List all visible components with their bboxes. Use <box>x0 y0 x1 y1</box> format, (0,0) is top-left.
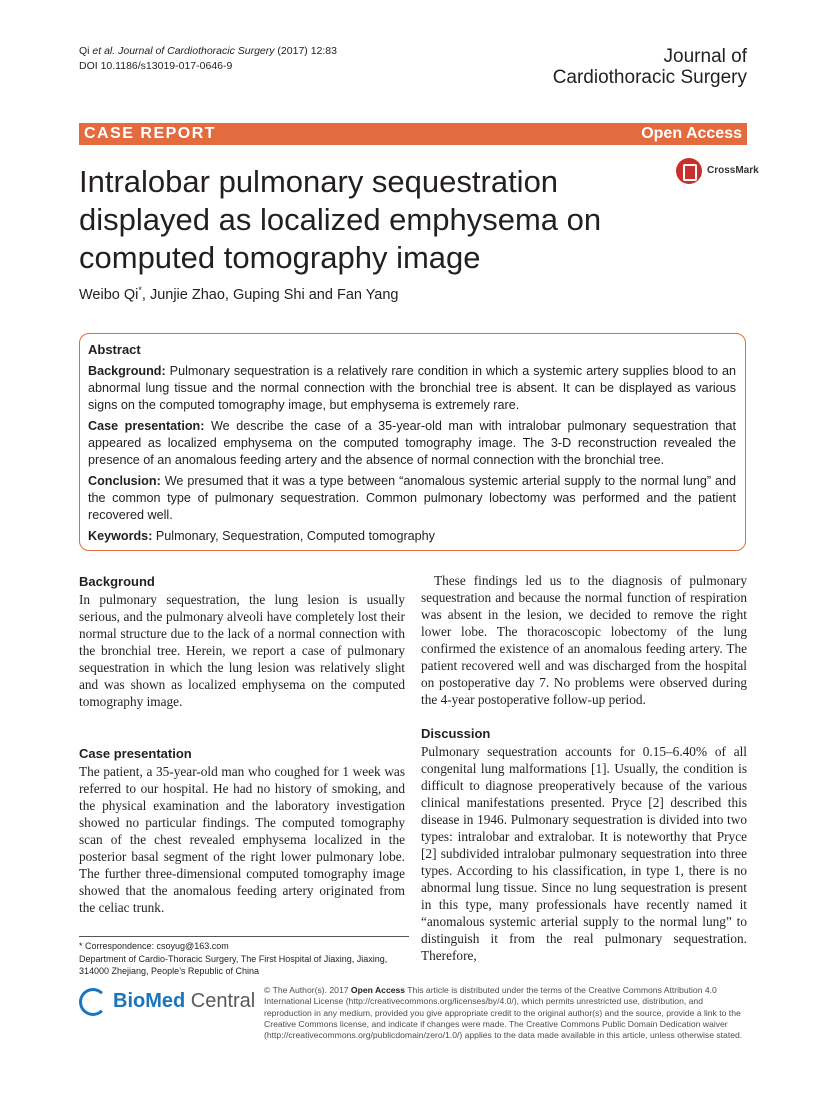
crossmark-badge[interactable] <box>676 158 759 186</box>
correspondence-footnote <box>79 936 409 978</box>
doi[interactable]: DOI 10.1186/s13019-017-0646-9 <box>79 60 233 72</box>
abstract-heading: Abstract <box>88 342 141 357</box>
author-list <box>79 285 399 303</box>
license-statement: © The Author(s). 2017 Open Access This article is distributed under the terms of the Creative Commons Attribution 4.0 International License (http://creativecommons.org/licenses/by/4.0/), which permits unrestricted use, distribution, and reproduction in any medium, provided you give appropriate credit to the original author(s) and the source, provide a link to the Creative Commons license, and indicate if changes were made. The Creative Commons Public Domain Dedication waiver (http://creativecommons.org/publicdomain/zero/1.0/) applies to the data made available in this article, unless otherwise stated. <box>264 985 743 1041</box>
abstract-background: Background: Pulmonary sequestration is a relatively rare condition in which a systemic artery supplies blood to an abnormal lung tissue and the normal connection with the bronchial tree is absent. It can be displayed as various signs on the computed tomography image, but emphysema is extremely rare. <box>88 364 736 412</box>
discussion-paragraph: Pulmonary sequestration accounts for 0.15–6.40% of all congenital lung malformations [1]. Usually, the condition is difficult to diagnose preoperatively because of the various clinical manifestations presented. Pryce [2] described this disease in 1946. Pulmonary sequestration is divided into two types: intralobar and extralobar. It is noteworthy that Pryce [2] subdivided intralobar pulmonary sequestration into three types. According to his classification, in type 1, there is no abnormal lung tissue. Since no lung sequestration is present in this type, many professionals have recently named it “anomalous systemic arterial supply to the normal lung” to distinguish it from the real pulmonary sequestration. Therefore, <box>421 744 747 963</box>
correspondence-email[interactable]: * Correspondence: csoyug@163.com <box>79 941 229 951</box>
journal-name-line2: Cardiothoracic Surgery <box>552 67 747 88</box>
citation-header <box>79 44 337 74</box>
biomed-central-logo <box>79 986 259 1020</box>
journal-logo <box>553 46 747 88</box>
case-heading: Case presentation <box>79 746 192 761</box>
abstract-conclusion: Conclusion: We presumed that it was a type between “anomalous systemic arterial supply to the normal lung” and the common type of pulmonary sequestration. Common pulmonary lobectomy was performed and the patient recovered well. <box>88 474 736 522</box>
bmc-central: Central <box>185 990 256 1012</box>
discussion-heading: Discussion <box>421 726 491 741</box>
case-report-label: CASE REPORT <box>84 125 217 142</box>
crossmark-label: CrossMark <box>707 165 759 176</box>
affiliation: Department of Cardio-Thoracic Surgery, The First Hospital of Jiaxing, Jiaxing, 314000 Zhejiang, People’s Republic of China <box>79 953 388 976</box>
citation-volume: (2017) 12:83 <box>274 45 337 57</box>
bmc-circle-icon <box>79 988 107 1016</box>
right-column <box>421 572 747 964</box>
open-access-label: Open Access <box>641 125 742 142</box>
citation-journal: et al. Journal of Cardiothoracic Surgery <box>92 45 275 57</box>
author-first: Weibo Qi <box>79 286 139 303</box>
case-paragraph: The patient, a 35-year-old man who coughed for 1 week was referred to our hospital. He had no history of smoking, and the physical examination and the laboratory investigation showed no particular findings. The computed tomography scan of the chest revealed emphysema localized in the posterior basal segment of the right lower pulmonary lobe. The further three-dimensional computed tomography image showed that the anomalous feeding artery originated from the celiac trunk. <box>79 764 405 915</box>
background-paragraph: In pulmonary sequestration, the lung lesion is usually serious, and the pulmonary alveoli have completely lost their normal structure due to the lack of a normal connection with the bronchial tree. Herein, we report a case of pulmonary sequestration in which the lung lesion was relatively slight and was shown as localized emphysema on the computed tomography image. <box>79 592 405 709</box>
abstract-case: Case presentation: We describe the case of a 35-year-old man with intralobar pulmonary sequestration that appeared as localized emphysema on the computed tomography image. The 3-D reconstruction revealed the presence of an anomalous feeding artery and the absence of normal connection with the bronchial tree. <box>88 419 737 467</box>
citation-authors: Qi <box>79 45 93 57</box>
abstract-box <box>79 333 746 551</box>
journal-name-line1: Journal of <box>663 46 747 67</box>
abstract-keywords: Keywords: Pulmonary, Sequestration, Computed tomography <box>88 529 435 543</box>
author-rest: , Junjie Zhao, Guping Shi and Fan Yang <box>141 286 399 303</box>
article-title: Intralobar pulmonary sequestration displayed as localized emphysema on computed tomography image <box>79 164 602 275</box>
corresponding-mark: * <box>138 285 142 295</box>
findings-paragraph: These findings led us to the diagnosis of pulmonary sequestration and because the normal function of respiration was absent in the lesion, we decided to remove the right lower lobe. The thoracoscopic lobectomy of the lung confirmed the existence of an anomalous feeding artery. The patient recovered well and was discharged from the hospital on postoperative day 7. No problems were observed during the 4-year postoperative follow-up period. <box>421 573 747 707</box>
left-column <box>79 573 405 916</box>
bmc-bio: BioMed <box>113 990 186 1012</box>
article-type-band <box>79 123 747 145</box>
crossmark-icon <box>676 158 702 184</box>
background-heading: Background <box>79 574 155 589</box>
